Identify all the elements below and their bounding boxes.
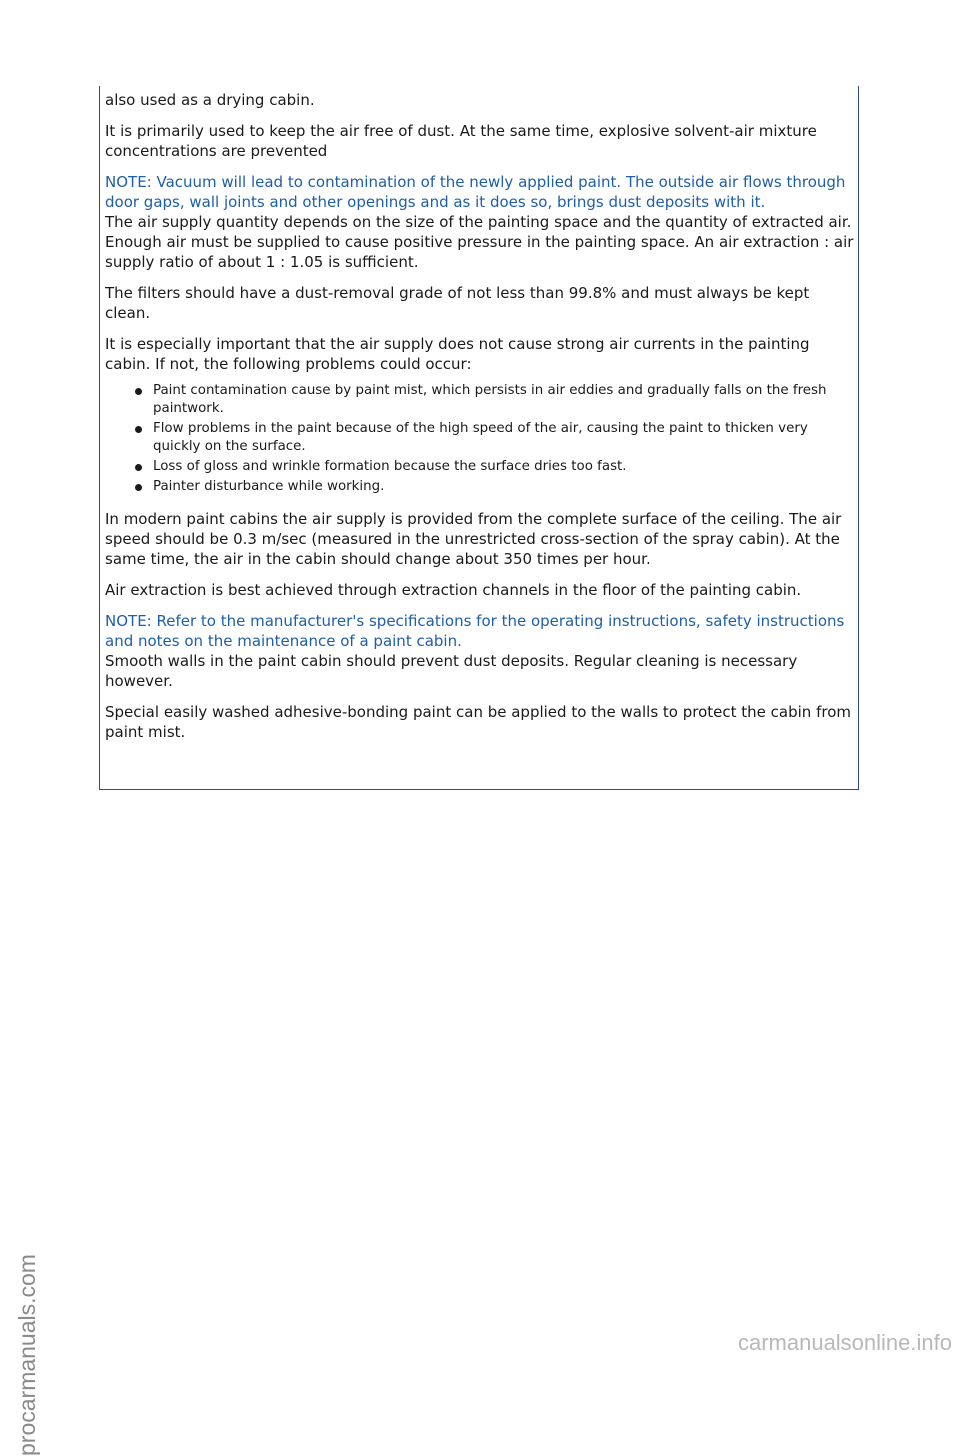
paragraph-smooth-walls: Smooth walls in the paint cabin should prevent dust deposits. Regular cleaning is necessary however. <box>105 652 798 690</box>
paragraph-air-extraction: Air extraction is best achieved through extraction channels in the floor of the painting cabin. <box>105 581 802 599</box>
list-item <box>153 382 853 418</box>
paragraph-air-supply-quantity: The air supply quantity depends on the size of the painting space and the quantity of extracted air. Enough air must be supplied to cause positive pressure in the painting space. An air extraction : air supply ratio of about 1 : 1.05 is sufficient. <box>105 213 854 271</box>
list-item <box>153 420 853 456</box>
bullet-icon <box>135 484 142 491</box>
list-item-text: Loss of gloss and wrinkle formation because the surface dries too fast. <box>153 459 627 474</box>
list-item-text: Painter disturbance while working. <box>153 479 385 494</box>
problem-list <box>105 374 858 496</box>
bottom-watermark: carmanualsonline.info <box>737 1330 952 1355</box>
list-item <box>153 478 853 496</box>
list-item-text: Paint contamination cause by paint mist, which persists in air eddies and gradually falls on the fresh paintwork. <box>153 383 827 416</box>
bullet-icon <box>135 464 142 471</box>
paragraph-air-currents: It is especially important that the air supply does not cause strong air currents in the painting cabin. If not, the following problems could occur: <box>105 335 810 373</box>
paragraph-adhesive-paint: Special easily washed adhesive-bonding paint can be applied to the walls to protect the cabin from paint mist. <box>105 703 851 741</box>
list-item-text: Flow problems in the paint because of the high speed of the air, causing the paint to thicken very quickly on the surface. <box>153 421 808 454</box>
paragraph-filters: The filters should have a dust-removal grade of not less than 99.8% and must always be kept clean. <box>105 284 810 322</box>
manual-content-box <box>99 86 859 790</box>
bullet-icon <box>135 426 142 433</box>
note-manufacturer-specs: NOTE: Refer to the manufacturer's specifications for the operating instructions, safety instructions and notes on the maintenance of a paint cabin. <box>105 612 845 650</box>
bullet-icon <box>135 388 142 395</box>
paragraph-dust-free: It is primarily used to keep the air free of dust. At the same time, explosive solvent-air mixture concentrations are prevented <box>105 122 817 160</box>
side-watermark-text: procarmanuals.com <box>14 1254 40 1456</box>
paragraph-modern-cabins: In modern paint cabins the air supply is provided from the complete surface of the ceiling. The air speed should be 0.3 m/sec (measured in the unrestricted cross-section of the spray cabin). At the same time, the air in the cabin should change about 350 times per hour. <box>105 510 842 568</box>
list-item <box>153 458 853 476</box>
paragraph-drying-cabin: also used as a drying cabin. <box>105 91 315 109</box>
note-vacuum-contamination: NOTE: Vacuum will lead to contamination of the newly applied paint. The outside air flows through door gaps, wall joints and other openings and as it does so, brings dust deposits with it. <box>105 173 846 211</box>
